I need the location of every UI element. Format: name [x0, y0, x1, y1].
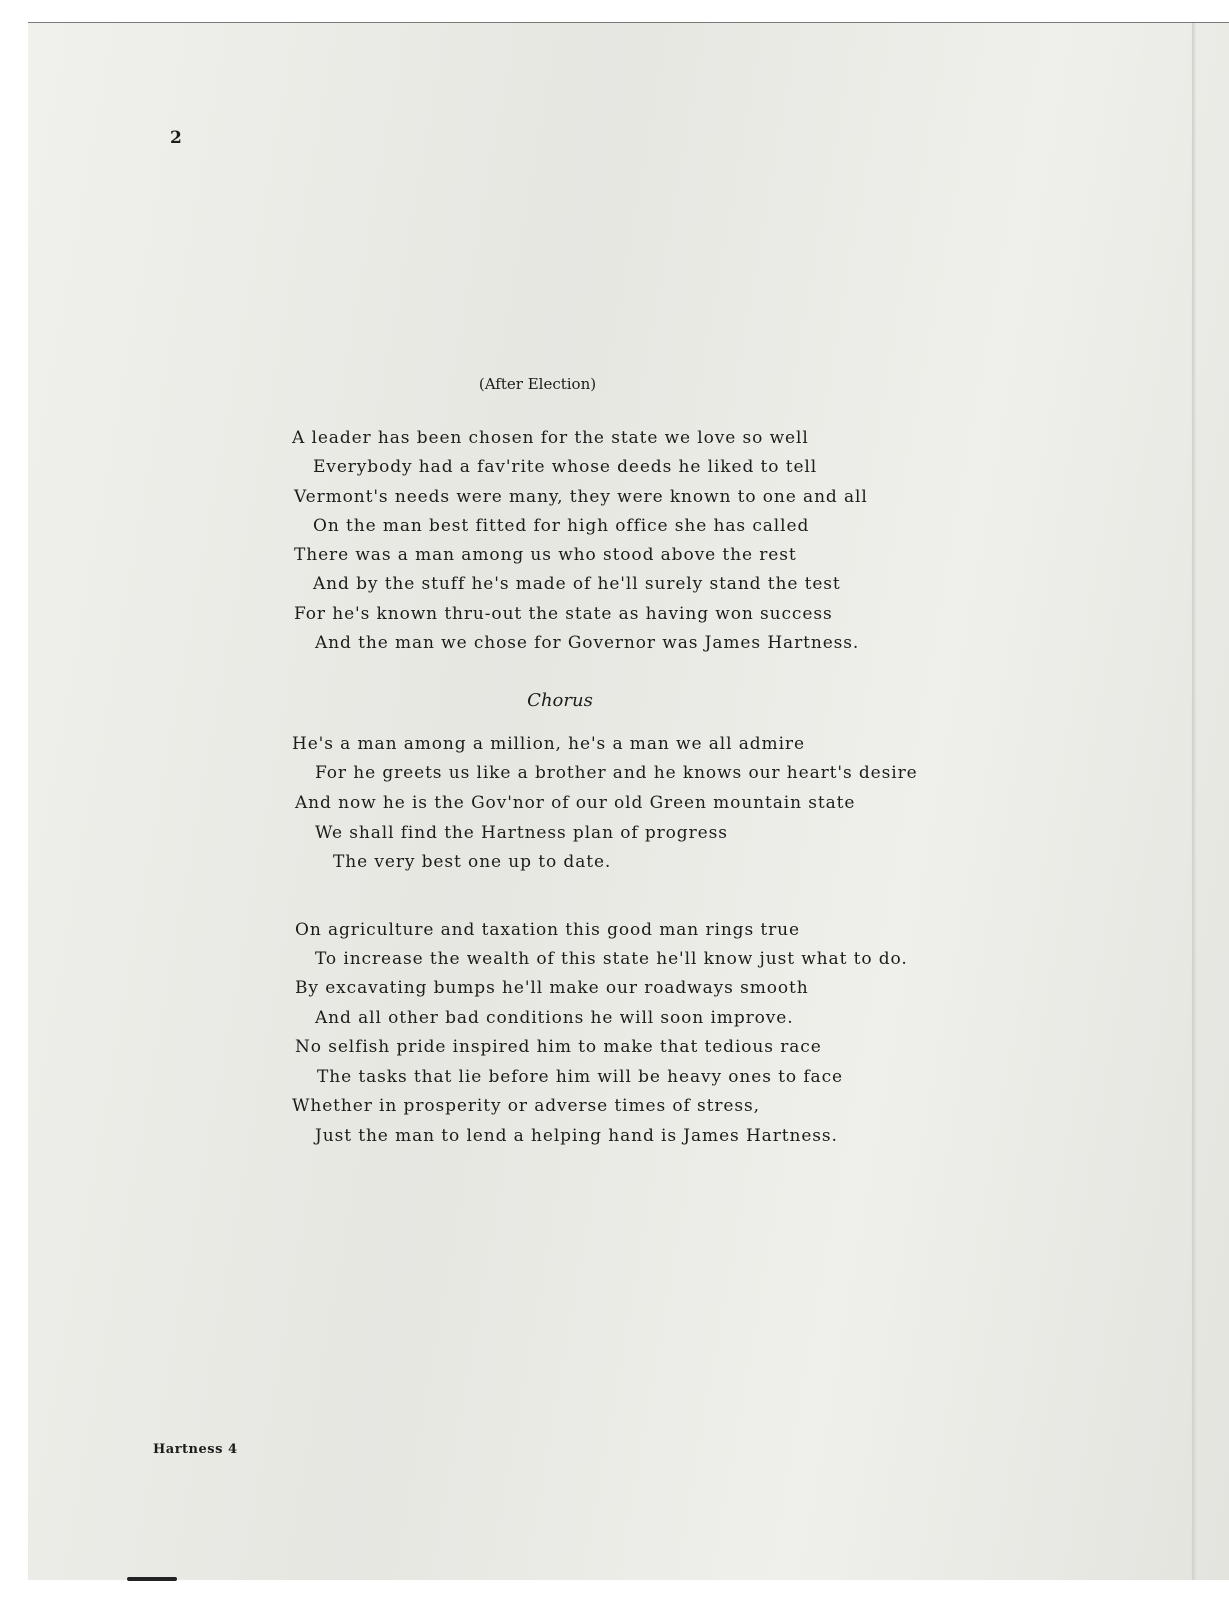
verse-line: Whether in prosperity or adverse times of stress,: [292, 1096, 760, 1116]
chorus-heading: Chorus: [527, 690, 593, 711]
page-fold: [1192, 23, 1194, 1580]
footer-label: Hartness 4: [153, 1442, 238, 1457]
verse-line: To increase the wealth of this state he'll know just what to do.: [315, 949, 908, 969]
verse-line: No selfish pride inspired him to make that tedious race: [295, 1037, 822, 1057]
ink-smudge: [127, 1577, 177, 1581]
verse-line: And the man we chose for Governor was James Hartness.: [315, 633, 860, 653]
verse-line: Just the man to lend a helping hand is James Hartness.: [315, 1126, 838, 1146]
song-subtitle: (After Election): [478, 375, 597, 393]
verse-line: The tasks that lie before him will be heavy ones to face: [317, 1067, 843, 1087]
page-number: 2: [170, 128, 182, 148]
chorus-line: He's a man among a million, he's a man we all admire: [292, 734, 805, 754]
chorus-line: And now he is the Gov'nor of our old Green mountain state: [295, 793, 856, 813]
verse-line: There was a man among us who stood above the rest: [294, 545, 797, 565]
chorus-line: For he greets us like a brother and he knows our heart's desire: [315, 763, 918, 783]
verse-line: Everybody had a fav'rite whose deeds he liked to tell: [313, 457, 818, 477]
verse-line: A leader has been chosen for the state we love so well: [292, 428, 809, 448]
chorus-line: The very best one up to date.: [333, 852, 612, 872]
verse-line: On the man best fitted for high office she has called: [313, 516, 810, 536]
chorus-line: We shall find the Hartness plan of progress: [315, 823, 728, 843]
verse-line: On agriculture and taxation this good man rings true: [295, 920, 800, 940]
verse-line: For he's known thru-out the state as having won success: [294, 604, 833, 624]
verse-line: By excavating bumps he'll make our roadways smooth: [295, 978, 809, 998]
verse-line: And all other bad conditions he will soon improve.: [315, 1008, 794, 1028]
verse-line: And by the stuff he's made of he'll surely stand the test: [313, 574, 841, 594]
verse-line: Vermont's needs were many, they were known to one and all: [294, 487, 868, 507]
